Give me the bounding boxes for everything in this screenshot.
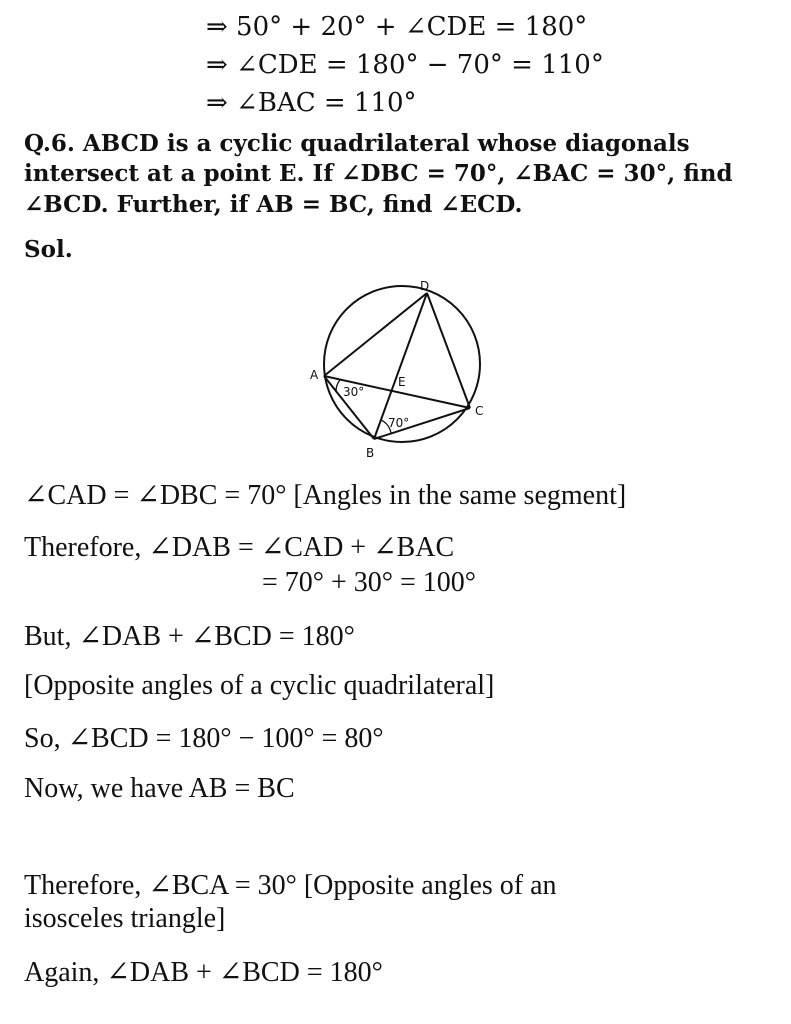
question-line-3: ∠BCD. Further, if AB = BC, find ∠ECD. <box>24 191 523 218</box>
angle-label-dbc: 70° <box>388 416 410 430</box>
step-line-3: ⇒ ∠BAC = 110° <box>206 88 417 118</box>
label-b: B <box>366 446 375 460</box>
angle-arc-a <box>336 380 340 392</box>
step-line-1: ⇒ 50° + 20° + ∠CDE = 180° <box>206 12 588 42</box>
solution-label: Sol. <box>24 236 73 263</box>
solution-line-3: = 70° + 30° = 100° <box>262 567 476 598</box>
solution-line-10: Again, ∠DAB + ∠BCD = 180° <box>24 957 383 988</box>
solution-line-1: ∠CAD = ∠DBC = 70° [Angles in the same segment] <box>24 480 627 511</box>
angle-label-bac: 30° <box>343 385 365 399</box>
solution-line-2: Therefore, ∠DAB = ∠CAD + ∠BAC <box>24 532 455 563</box>
step-line-2: ⇒ ∠CDE = 180° − 70° = 110° <box>206 50 604 80</box>
solution-line-8: Therefore, ∠BCA = 30° [Opposite angles of an <box>24 870 557 901</box>
solution-line-5: [Opposite angles of a cyclic quadrilateral] <box>24 670 495 701</box>
solution-line-9: isosceles triangle] <box>24 903 226 934</box>
label-a: A <box>310 368 319 382</box>
label-c: C <box>475 404 484 418</box>
side-cd <box>427 293 470 408</box>
label-d: D <box>420 279 430 293</box>
question-line-1: Q.6. ABCD is a cyclic quadrilateral whose diagonals <box>24 130 690 157</box>
solution-line-7: Now, we have AB = BC <box>24 773 295 804</box>
label-e: E <box>398 375 406 389</box>
cyclic-quadrilateral-figure <box>300 275 500 465</box>
question-line-2: intersect at a point E. If ∠DBC = 70°, ∠BAC = 30°, find <box>24 160 733 187</box>
solution-line-4: But, ∠DAB + ∠BCD = 180° <box>24 621 355 652</box>
solution-line-6: So, ∠BCD = 180° − 100° = 80° <box>24 723 384 754</box>
